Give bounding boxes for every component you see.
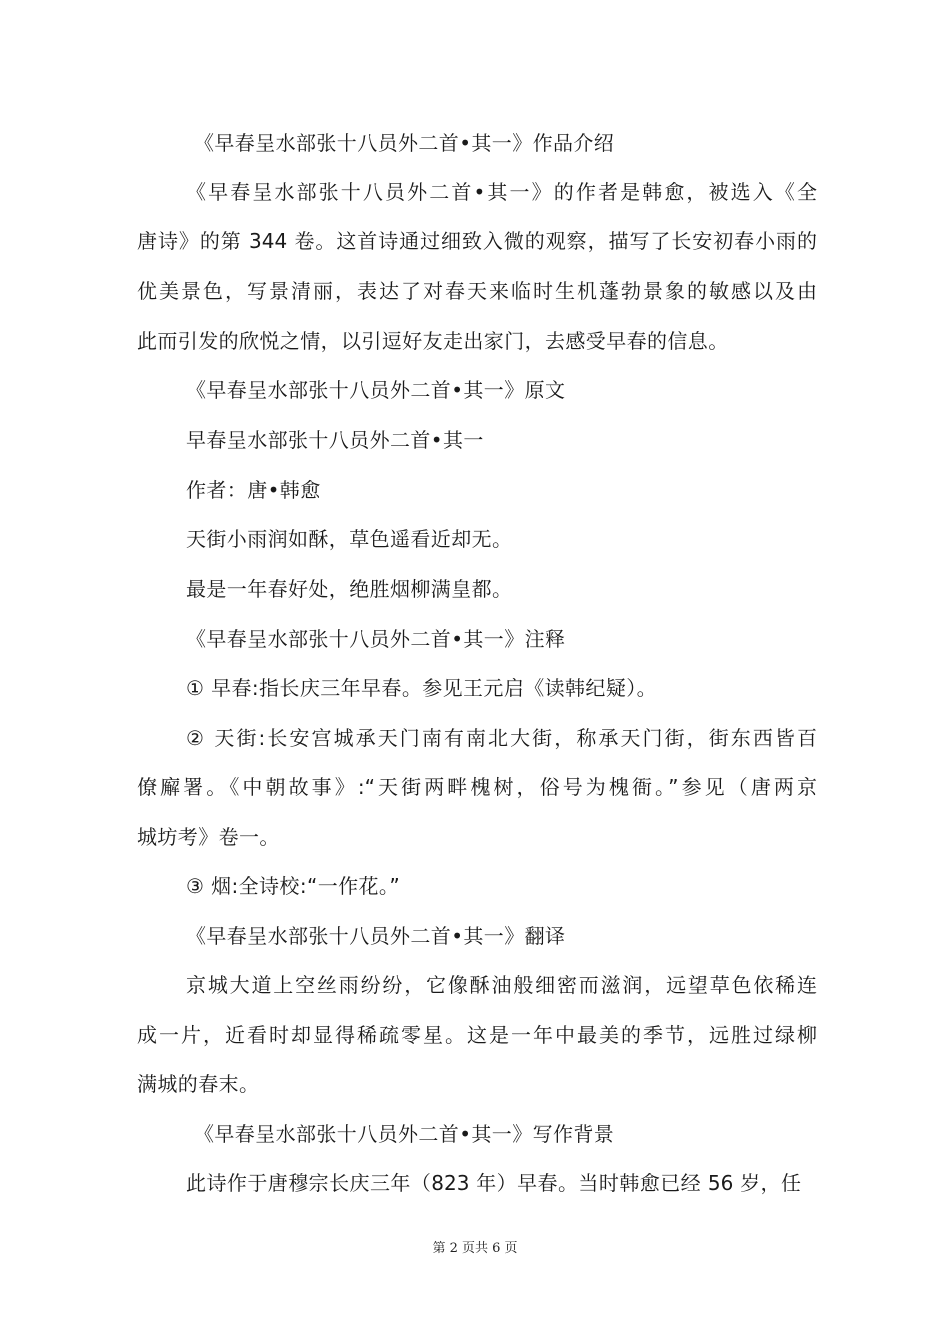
intro-paragraph-line-3: 优美景色，写景清丽，表达了对春天来临时生机蓬勃景象的敏感以及由	[137, 279, 817, 303]
page-number-footer: 第 2 页共 6 页	[432, 1241, 518, 1256]
section-heading-notes: 《早春呈水部张十八员外二首•其一》注释	[186, 627, 566, 651]
poem-author: 作者：唐•韩愈	[186, 478, 321, 502]
note-2-line-2: 僚廨署。《中朝故事》:“天街两畔槐树，俗号为槐衙。”参见（唐两京	[137, 775, 817, 799]
note-2-line-3: 城坊考》卷一。	[137, 825, 280, 849]
intro-paragraph-line-4: 此而引发的欣悦之情，以引逗好友走出家门，去感受早春的信息。	[137, 329, 729, 353]
translation-line-2: 成一片，近看时却显得稀疏零星。这是一年中最美的季节，远胜过绿柳	[137, 1023, 817, 1047]
poem-line-1: 天街小雨润如酥，草色遥看近却无。	[186, 527, 513, 551]
background-line-1: 此诗作于唐穆宗长庆三年（823 年）早春。当时韩愈已经 56 岁，任	[186, 1171, 801, 1195]
section-heading-original: 《早春呈水部张十八员外二首•其一》原文	[186, 378, 566, 402]
section-heading-background: 《早春呈水部张十八员外二首•其一》写作背景	[194, 1122, 615, 1146]
note-2-line-1: ② 天街:长安宫城承天门南有南北大街，称承天门街，街东西皆百	[186, 726, 817, 750]
intro-paragraph-line-2: 唐诗》的第 344 卷。这首诗通过细致入微的观察，描写了长安初春小雨的	[137, 229, 817, 253]
translation-line-3: 满城的春末。	[137, 1072, 260, 1096]
poem-title: 早春呈水部张十八员外二首•其一	[186, 428, 484, 452]
section-heading-translation: 《早春呈水部张十八员外二首•其一》翻译	[186, 924, 566, 948]
section-heading-intro: 《早春呈水部张十八员外二首•其一》作品介绍	[194, 131, 615, 155]
note-3: ③ 烟:全诗校:“一作花。”	[186, 874, 401, 898]
poem-line-2: 最是一年春好处，绝胜烟柳满皇都。	[186, 577, 513, 601]
note-1: ① 早春:指长庆三年早春。参见王元启《读韩纪疑）。	[186, 676, 658, 700]
translation-line-1: 京城大道上空丝雨纷纷，它像酥油般细密而滋润，远望草色依稀连	[186, 973, 817, 997]
intro-paragraph-line-1: 《早春呈水部张十八员外二首•其一》的作者是韩愈，被选入《全	[186, 180, 817, 204]
